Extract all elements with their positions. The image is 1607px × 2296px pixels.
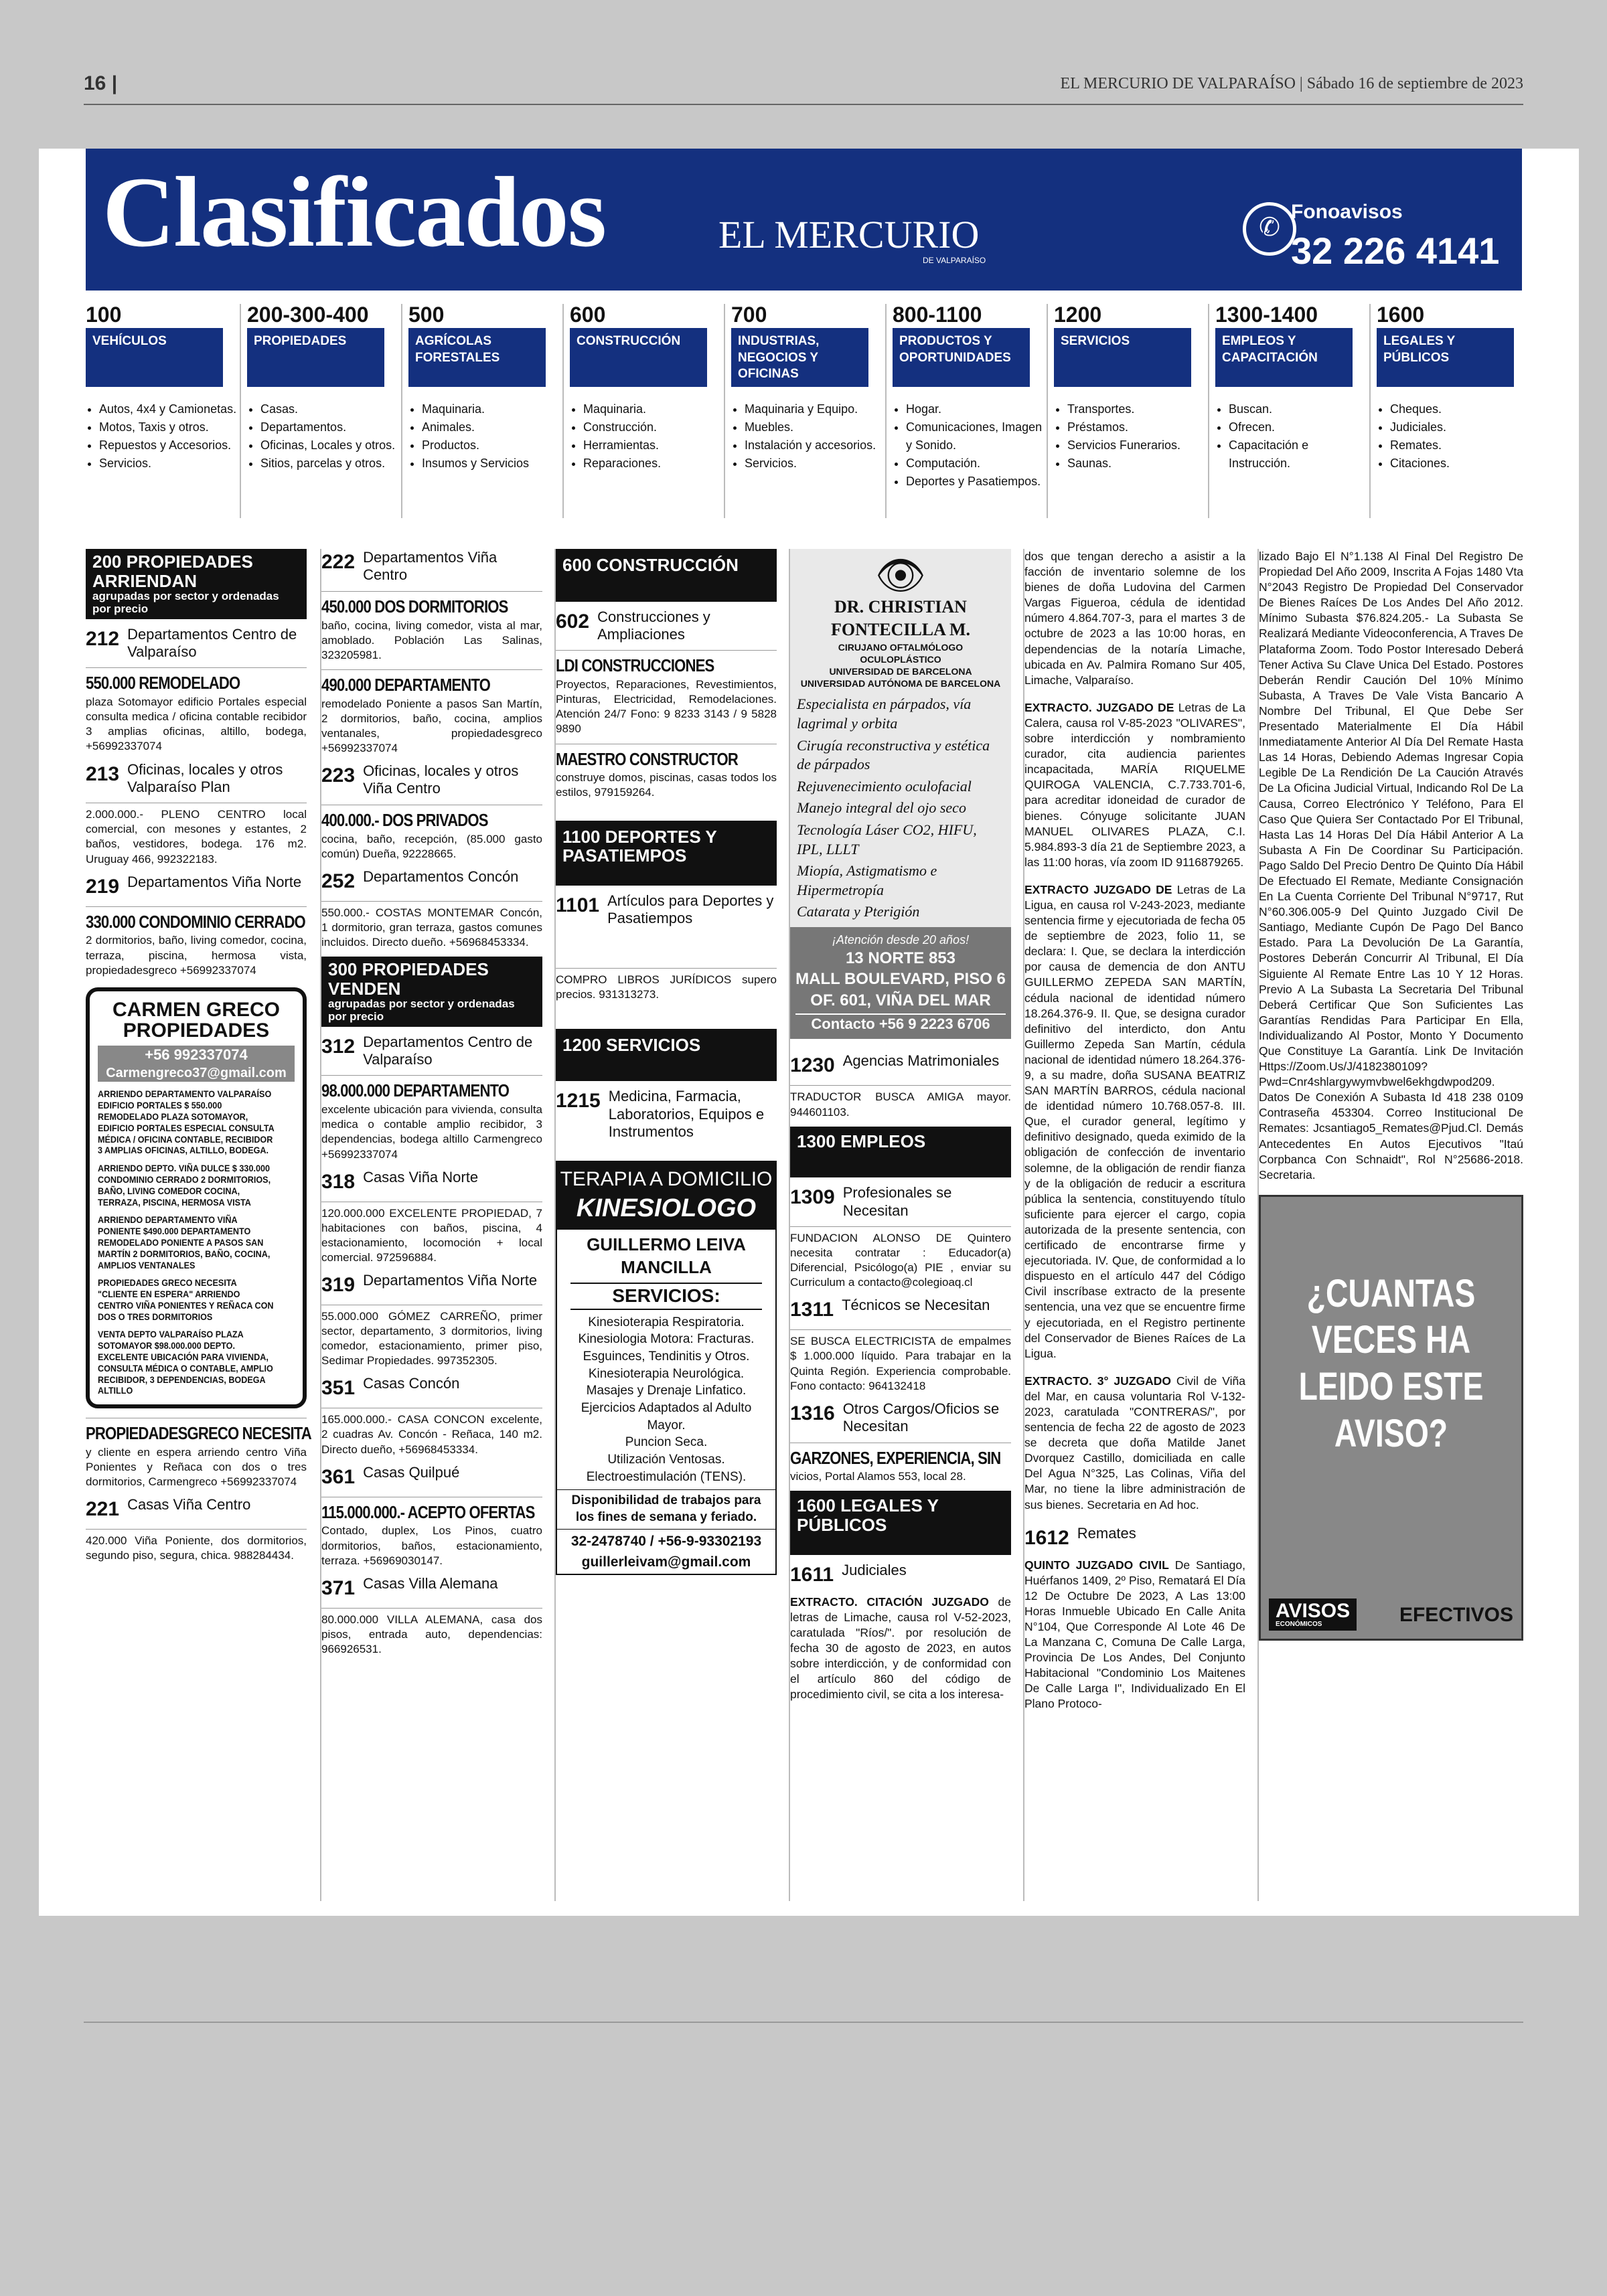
doctor-service: Catarata y Pterigión bbox=[797, 903, 920, 920]
page-header bbox=[84, 64, 1523, 105]
greco-display-ad: CARMEN GRECO PROPIEDADES +56 992337074 Carmengreco37@gmail.com ARRIENDO DEPARTAMENTO VALPARAÍSO EDIFICIO PORTALES $ 550.000 REMODELADO PLAZA SOTOMAYOR, EDIFICIO PORTALES ESPECIAL CONSULTA MÉDICA / OFICINA CONTABLE, RECIBIDOR 3 AMPLIAS OFICINAS, ALTILLO, BODEGA. ARRIENDO DEPTO. VIÑA DULCE $ 330.000 CONDOMINIO CERRADO 2 DORMITORIOS, BAÑO, LIVING COMEDOR COCINA, TERRAZA, PISCINA, HERMOSA VISTA ARRIENDO DEPARTAMENTO VIÑA PONIENTE $490.000 DEPARTAMENTO REMODELADO PONIENTE A PASOS SAN MARTÍN 2 DORMITORIOS, BAÑO, COCINA, AMPLIOS VENTANALES PROPIEDADES GRECO NECESITA "CLIENTE EN ESPERA" ARRIENDO CENTRO VIÑA PONIENTES Y REÑACA CON DOS O TRES DORMITORIOS VENTA DEPTO VALPARAÍSO PLAZA SOTOMAYOR $98.000.000 DEPTO. EXCELENTE UBICACIÓN PARA VIVIENDA, CONSULTA MÉDICA O CONTABLE, AMPLIO RECIBIDOR, 3 DEPENDENCIAS, BODEGA ALTILLO bbox=[86, 987, 307, 1409]
category-item: • Judiciales. bbox=[1390, 418, 1531, 436]
classified-ad: FUNDACION ALONSO DE Quintero necesita contratar : Educador(a) Diferencial, Psicólogo(a) PIE , enviar su Curriculum a contacto@colegioaq.cl bbox=[790, 1226, 1011, 1290]
avisos-logo: AVISOS ECONÓMICOS bbox=[1269, 1598, 1357, 1631]
section-header: 600 CONSTRUCCIÓN bbox=[556, 549, 777, 602]
kin-service: Kinesioterapia Neurológica. bbox=[588, 1366, 745, 1381]
greco-listing: ARRIENDO DEPARTAMENTO VALPARAÍSO EDIFICIO PORTALES $ 550.000 REMODELADO PLAZA SOTOMAYOR, EDIFICIO PORTALES ESPECIAL CONSULTA MÉDICA / OFICINA CONTABLE, RECIBIDOR 3 AMPLIAS OFICINAS, ALTILLO, BODEGA. bbox=[98, 1088, 275, 1156]
fono-number: 32 226 4141 bbox=[1291, 230, 1500, 272]
category-code: 200-300-400 bbox=[247, 303, 369, 327]
category-100 bbox=[86, 304, 241, 518]
category-1200 bbox=[1054, 304, 1209, 518]
category-item: • Citaciones. bbox=[1390, 455, 1531, 473]
category-item: • Capacitación e Instrucción. bbox=[1229, 436, 1369, 473]
category-item: • Comunicaciones, Imagen y Sonido. bbox=[906, 418, 1047, 455]
category-item: • Deportes y Pasatiempos. bbox=[906, 473, 1047, 491]
subsection: 1309 Profesionales se Necesitan bbox=[790, 1184, 952, 1219]
section-header: 1100 DEPORTES Y PASATIEMPOS bbox=[556, 821, 777, 886]
category-item: • Hogar. bbox=[906, 400, 1047, 418]
classified-ad: SE BUSCA ELECTRICISTA de empalmes $ 1.000.000 líquido. Para trabajar en la Quinta Región. Experiencia comprobable. Fono contacto: 964132418 bbox=[790, 1329, 1011, 1393]
doctor-service: Tecnología Láser CO2, HIFU, IPL, LLLT bbox=[797, 821, 977, 857]
category-item: • Remates. bbox=[1390, 436, 1531, 455]
category-item: • Computación. bbox=[906, 455, 1047, 473]
category-item: • Maquinaria. bbox=[583, 400, 724, 418]
classified-ad: 55.000.000 GÓMEZ CARREÑO, primer sector, departamento, 3 dormitorios, living comedor, estacionamiento, primer piso, Sedimar Propiedades. 997352305. bbox=[321, 1305, 542, 1368]
category-code: 700 bbox=[731, 303, 767, 327]
category-item: • Autos, 4x4 y Camionetas. bbox=[99, 400, 240, 418]
kin-service: Masajes y Drenaje Linfatico. bbox=[586, 1384, 747, 1398]
classified-ad: 450.000 DOS DORMITORIOS baño, cocina, living comedor, vista al mar, amoblado. Población Las Salinas, 323205981. bbox=[321, 591, 542, 663]
eye-icon: 👁 bbox=[874, 553, 927, 598]
section-header: 200 PROPIEDADES ARRIENDAN agrupadas por sector y ordenadas por precio bbox=[86, 549, 307, 619]
category-200-300-400 bbox=[247, 304, 402, 518]
subsection: 1101 Artículos para Deportes y Pasatiempos bbox=[556, 892, 774, 927]
subsection: 602 Construcciones y Ampliaciones bbox=[556, 608, 710, 643]
category-item: • Construcción. bbox=[583, 418, 724, 436]
legal-notice: EXTRACTO. JUZGADO DE Letras de La Calera, causa rol V-85-2023 "OLIVARES", sobre interdicción y nombramiento curador, cita audiencia parientes incapacitada, MARÍA RIQUELME QUIROGA VALENCIA, C.7.733.701-6, para acreditar idoneidad de curador de bienes. Cónyuge solicitante JUAN MANUEL OLIVARES PLAZA, C.I. 5.984.893-3 día 21 de Septiembre 2023, a las 11:00 horas, vía zoom ID 9116879265. bbox=[1024, 700, 1246, 869]
doctor-service: Cirugía reconstructiva y estética de párpados bbox=[797, 736, 990, 773]
greco-listing: PROPIEDADES GRECO NECESITA "CLIENTE EN ESPERA" ARRIENDO CENTRO VIÑA PONIENTES Y REÑACA CON DOS O TRES DORMITORIOS bbox=[98, 1277, 274, 1322]
classified-ad: 420.000 Viña Poniente, dos dormitorios, segundo piso, segura, chica. 988284434. bbox=[86, 1529, 307, 1563]
category-item: • Servicios. bbox=[745, 455, 885, 473]
category-800-1100 bbox=[893, 304, 1048, 518]
category-code: 600 bbox=[570, 303, 606, 327]
category-item: • Ofrecen. bbox=[1229, 418, 1369, 436]
category-700 bbox=[731, 304, 887, 518]
category-code: 1200 bbox=[1054, 303, 1102, 327]
subsection: 319 Departamentos Viña Norte bbox=[321, 1271, 538, 1296]
subsection: 252 Departamentos Concón bbox=[321, 868, 519, 892]
legal-notice: EXTRACTO. CITACIÓN JUZGADO de letras de Limache, causa rol V-52-2023, caratulada "Ríos/". por resolución de fecha 30 de agosto de 2023, en autos sobre interdicción, y de conformidad con el artículo 860 del código de procedimiento civil, se cita a los interesa- bbox=[790, 1594, 1011, 1702]
category-500 bbox=[408, 304, 564, 518]
category-item: • Cheques. bbox=[1390, 400, 1531, 418]
classified-ad: TRADUCTOR BUSCA AMIGA mayor. 944601103. bbox=[790, 1085, 1011, 1119]
category-item: • Servicios Funerarios. bbox=[1067, 436, 1208, 455]
category-600 bbox=[570, 304, 725, 518]
category-name: SERVICIOS bbox=[1054, 328, 1191, 387]
classified-ad: 400.000.- DOS PRIVADOS cocina, baño, recepción, (85.000 gasto común) Dueña, 92228665. bbox=[321, 805, 542, 862]
kin-service: Utilización Ventosas. bbox=[607, 1452, 725, 1467]
subsection: 221 Casas Viña Centro bbox=[86, 1496, 251, 1521]
category-code: 1600 bbox=[1377, 303, 1425, 327]
greco-listing: ARRIENDO DEPTO. VIÑA DULCE $ 330.000 CONDOMINIO CERRADO 2 DORMITORIOS, BAÑO, LIVING COMEDOR COCINA, TERRAZA, PISCINA, HERMOSA VISTA bbox=[98, 1163, 271, 1208]
category-item: • Préstamos. bbox=[1067, 418, 1208, 436]
category-item: • Insumos y Servicios bbox=[422, 455, 562, 473]
category-code: 100 bbox=[86, 303, 122, 327]
category-item: • Animales. bbox=[422, 418, 562, 436]
column-1 bbox=[86, 549, 311, 1901]
classified-ad: MAESTRO CONSTRUCTOR construye domos, piscinas, casas todos los estilos, 979159264. bbox=[556, 744, 777, 801]
doctor-service: Especialista en párpados, vía lagrimal y orbita bbox=[797, 695, 972, 732]
kin-service: Ejercicios Adaptados al Adulto Mayor. bbox=[581, 1401, 752, 1432]
greco-listing: ARRIENDO DEPARTAMENTO VIÑA PONIENTE $490.000 DEPARTAMENTO REMODELADO PONIENTE A PASOS SAN MARTÍN 2 DORMITORIOS, BAÑO, COCINA, AMPLIOS VENTANALES bbox=[98, 1214, 271, 1270]
kin-service: Kinesioterapia Respiratoria. bbox=[588, 1315, 745, 1329]
category-name: AGRÍCOLAS FORESTALES bbox=[408, 328, 546, 387]
category-code: 1300-1400 bbox=[1215, 303, 1318, 327]
category-item: • Herramientas. bbox=[583, 436, 724, 455]
subsection: 222 Departamentos Viña Centro bbox=[321, 549, 498, 584]
category-1300-1400 bbox=[1215, 304, 1371, 518]
category-name: LEGALES Y PÚBLICOS bbox=[1377, 328, 1514, 387]
subsection: 318 Casas Viña Norte bbox=[321, 1168, 479, 1193]
category-item: • Buscan. bbox=[1229, 400, 1369, 418]
category-item: • Maquinaria y Equipo. bbox=[745, 400, 885, 418]
category-item: • Departamentos. bbox=[260, 418, 401, 436]
doctor-service: Miopía, Astigmatismo e Hipermetropía bbox=[797, 862, 937, 898]
category-name: INDUSTRIAS, NEGOCIOS Y OFICINAS bbox=[731, 328, 868, 387]
subsection: 1611 Judiciales bbox=[790, 1561, 907, 1586]
legal-notice: EXTRACTO JUZGADO DE Letras de La Ligua, en causa rol V-243-2023, mediante sentencia firme y ejecutoriada de fecha 05 de septiembre de 2023, folio 11, se declara: I. Que, se declara la interdicción por causa de demencia de don ANTU GUILLERMO ZEPEDA SAN MARTÍN, cédula nacional de identidad número 18.264.376-9. II. Que, se designa curador definitivo del interdicto, don Antu Guillermo Zepeda San Martín, cédula nacional de identidad número 18.264.376-9, a su madre, doña SUSANA BEATRIZ SAN MARTÍN BARROS, cédula nacional de identidad número 10.768.057-8. III. Que, el curador general, legítimo y definitivo designado, queda eximido de la obligación de confección de inventario solemne, de la obligación de rendir fianza y de la obligación de reducir a escritura pública la sentencia, constituyendo título suficiente para ejercer el cargo, copia autorizada de la presente sentencia, con certificado de encontrarse firme y ejecutoriada. IV. Que, de conformidad a lo dispuesto en el artículo 447 del Código Civil inscríbase extracto de la presente sentencia, una vez que se encuentre firme y ejecutoriada, en el Registro pertinente del Conservador de Bienes Raíces de La Ligua. bbox=[1024, 882, 1245, 1360]
category-item: • Productos. bbox=[422, 436, 562, 455]
category-item: • Muebles. bbox=[745, 418, 885, 436]
column-2 bbox=[320, 549, 542, 1901]
greco-listing: VENTA DEPTO VALPARAÍSO PLAZA SOTOMAYOR $98.000.000 DEPTO. EXCELENTE UBICACIÓN PARA VIVIENDA, CONSULTA MÉDICA O CONTABLE, AMPLIO RECIBIDOR, 3 DEPENDENCIAS, BODEGA ALTILLO bbox=[98, 1329, 273, 1396]
category-item: • Maquinaria. bbox=[422, 400, 562, 418]
classified-ad: 115.000.000.- ACEPTO OFERTAS Contado, duplex, Los Pinos, cuatro dormitorios, baños, estacionamiento, terraza. +56969030147. bbox=[321, 1497, 542, 1568]
category-item: • Reparaciones. bbox=[583, 455, 724, 473]
subsection: 1311 Técnicos se Necesitan bbox=[790, 1297, 990, 1321]
column-6 bbox=[1257, 549, 1523, 1901]
kin-service: Kinesiologia Motora: Fracturas. bbox=[578, 1332, 755, 1347]
classified-ad: 550.000.- COSTAS MONTEMAR Concón, 1 dormitorio, gran terraza, gastos comunes incluidos. Directo dueño. +56968453334. bbox=[321, 901, 542, 950]
category-code: 500 bbox=[408, 303, 445, 327]
page-number: 16 | bbox=[84, 72, 118, 94]
category-item: • Casas. bbox=[260, 400, 401, 418]
legal-notice: QUINTO JUZGADO CIVIL De Santiago, Huérfanos 1409, 2º Piso, Rematará El Día 12 De Octubre De 2023, A Las 13:00 Horas Inmueble Ubicado En Calle Anita N°104, Que Corresponde Al Lote 46 De La Manzana C, Comuna De Calle Larga, Provincia De Los Andes, Del Conjunto Habitacional "Condominio Los Maitenes De Calle Larga I", Individualizado En El Plano Protoco- bbox=[1024, 1558, 1245, 1711]
category-code: 800-1100 bbox=[893, 303, 982, 327]
section-header: 300 PROPIEDADES VENDEN agrupadas por sector y ordenadas por precio bbox=[321, 957, 542, 1027]
subsection: 371 Casas Villa Alemana bbox=[321, 1574, 498, 1599]
category-item: • Instalación y accesorios. bbox=[745, 436, 885, 455]
category-item: • Motos, Taxis y otros. bbox=[99, 418, 240, 436]
classified-ad: LDI CONSTRUCCIONES Proyectos, Reparaciones, Revestimientos, Pinturas, Electricidad, Remodelaciones. Atención 24/7 Fono: 9 8233 3143 / 9 5828 9890 bbox=[556, 650, 777, 736]
brand-logo: EL MERCURIO bbox=[718, 213, 980, 256]
legal-notice: EXTRACTO. 3° JUZGADO Civil de Viña del Mar, en causa voluntaria Rol V-132-2023, caratulada "CONTRERAS/", por sentencia de fecha 22 de agosto de 2023 se decreta que doña Matilde Janet Dvorquez Castillo, domiciliada en calle Del Agua N°325, Las Colinas, Viña del Mar, no tiene la libre administración de sus bienes. Secretaria en Ad hoc. bbox=[1024, 1374, 1246, 1511]
category-item: • Saunas. bbox=[1067, 455, 1208, 473]
category-item: • Servicios. bbox=[99, 455, 240, 473]
column-4 bbox=[789, 549, 1011, 1901]
classified-ad: 490.000 DEPARTAMENTO remodelado Poniente a pasos San Martín, 2 dormitorios, baño, cocina, amplios ventanales, propiedadesgreco +56992337074 bbox=[321, 669, 542, 756]
subsection: 312 Departamentos Centro de Valparaíso bbox=[321, 1033, 533, 1068]
category-name: PROPIEDADES bbox=[247, 328, 384, 387]
column-3 bbox=[554, 549, 777, 1901]
subsection: 213 Oficinas, locales y otros Valparaíso Plan bbox=[86, 760, 283, 795]
classifieds-banner bbox=[86, 149, 1522, 291]
subsection: 1316 Otros Cargos/Oficios se Necesitan bbox=[790, 1400, 1000, 1435]
promo-display-ad: ¿CUANTAS VECES HA LEIDO ESTE AVISO? AVISOS ECONÓMICOS EFECTIVOS bbox=[1259, 1195, 1523, 1641]
classified-ad: 2.000.000.- PLENO CENTRO local comercial, con mesones y estantes, 2 baños, vestidores, bodega. 176 m2. Uruguay 466, 992322183. bbox=[86, 803, 307, 866]
ophthalmologist-display-ad: 👁 DR. CHRISTIAN FONTECILLA M. CIRUJANO OFTALMÓLOGO OCULOPLÁSTICO UNIVERSIDAD DE BARCELONA UNIVERSIDAD AUTÓNOMA DE BARCELONA Especialista en párpados, vía lagrimal y orbita Cirugía reconstructiva y estética de párpados Rejuvenecimiento oculofacial Manejo integral del ojo seco Tecnología Láser CO2, HIFU, IPL, LLLT Miopía, Astigmatismo e Hipermetropía Catarata y Pterigión ¡Atención desde 20 años! 13 NORTE 853 MALL BOULEVARD, PISO 6 OF. 601, VIÑA DEL MAR Contacto +56 9 2223 6706 bbox=[790, 549, 1011, 1039]
subsection: 219 Departamentos Viña Norte bbox=[86, 873, 302, 898]
subsection: 1612 Remates bbox=[1024, 1524, 1136, 1549]
category-name: PRODUCTOS Y OPORTUNIDADES bbox=[893, 328, 1030, 387]
fono-label: Fonoavisos bbox=[1291, 201, 1403, 223]
classified-ad: 120.000.000 EXCELENTE PROPIEDAD, 7 habitaciones con baños, piscina, 4 estacionamiento, locomoción + local comercial. 972596884. bbox=[321, 1202, 542, 1265]
legal-notice: lizado Bajo El N°1.138 Al Final Del Registro De Propiedad Del Año 2009, Inscrita A Fojas 1480 Vta N°2043 Registro De Propiedad Del Conservador De Bienes Raíces De Los Andes Del Año 2012. Mínimo Subasta $76.824.205.- La Subasta Se Realizará Mediante Videoconferencia, A Traves De Plataforma Zoom. Todo Postor Interesado Deberá Tener Activa Su Clave Unica Del Estado. Postores Deberán Rendir Caución Del 10% Mínimo Subasta, A Traves De Vale Vista Bancario A Nombre Del Tribunal, El Que Debe Ser Presentado Materialmente El Día Hábil Inmediatamente Anterior Al Día Del Remate Hasta Las 14 Horas, Debiendo Ademas Ingresar Copia Legible De La Rendición De La Caución Através De La Oficina Judicial Virtual, Indicando Rol De La Causa, Correo Electrónico Y Teléfono, Para El Caso Que Quiera Ser Contactado Por El Tribunal, Hasta Las 14 Horas Del Día Hábil Anterior A La Subasta A Fin De Coordinar Su Participación. Pago Saldo Del Precio Dentro De Quinto Día Hábil De Efectuado El Remate, Mediante Consignación En La Cuenta Corriente Del Tribunal N°9717, Rut N°60.306.005-9 Del Quinto Juzgado Civil De Santiago, Mediante Cupón De Pago Del Banco Estado. Para La Devolución De La Garantía, Postores Deberán Concurrir Al Tribunal, El Día Siguiente Al Remate Entre Las 10 Y 12 Horas. Previo A La Subasta La Secretaria Del Tribunal Deberá Certificar Que Son Suficientes Las Garantías Rendidas Para Participar En Ella, Individualizando Al Postor, Monto Y Documento Que Constituye La Garantía. Link De Invitación Https://Zoom.Us/J/4182380109?Pwd=Cnr4shlargywymvbwel6ekhgdwpod209. Datos De Conexión A Subasta Id 418 238 0109 Contraseña 453304. Correo Institucional De Remates: Jcsantiago5_Remates@Pjud.Cl. Demás Antecedentes En Autos Ejecutivos "Itaú Corpbanca Con Schnaidt", Rol N°25686-2018. Secretaria. bbox=[1259, 550, 1523, 1181]
paper-date-line: EL MERCURIO DE VALPARAÍSO | Sábado 16 de septiembre de 2023 bbox=[1060, 74, 1523, 92]
category-index bbox=[86, 304, 1522, 518]
kin-service: Puncion Seca. bbox=[625, 1435, 708, 1450]
category-name: VEHÍCULOS bbox=[86, 328, 223, 387]
category-name: CONSTRUCCIÓN bbox=[570, 328, 707, 387]
doctor-service: Manejo integral del ojo seco bbox=[797, 799, 966, 817]
classified-ad: 80.000.000 VILLA ALEMANA, casa dos pisos, entrada auto, dependencias: 966926531. bbox=[321, 1608, 542, 1657]
kin-service: Electroestimulación (TENS). bbox=[586, 1469, 747, 1484]
category-name: EMPLEOS Y CAPACITACIÓN bbox=[1215, 328, 1353, 387]
classified-ad: PROPIEDADESGRECO NECESITA y cliente en espera arriendo centro Viña Ponientes y Reñaca con dos o tres dormitorios, Carmengreco +56992337074 bbox=[86, 1418, 307, 1489]
classified-ad: 165.000.000.- CASA CONCON excelente, 2 cuadras Av. Concón - Reñaca, 140 m2. Directo dueño, +56968453334. bbox=[321, 1408, 542, 1457]
category-item: • Transportes. bbox=[1067, 400, 1208, 418]
phone-icon: ✆ bbox=[1243, 202, 1296, 256]
brand-sub: DE VALPARAÍSO bbox=[923, 256, 986, 265]
classifieds-page bbox=[39, 149, 1579, 1916]
section-header: 1300 EMPLEOS bbox=[790, 1127, 1011, 1178]
classified-ad: GARZONES, EXPERIENCIA, SIN vicios, Portal Alamos 553, local 28. bbox=[790, 1443, 1011, 1485]
category-1600 bbox=[1377, 304, 1531, 518]
classified-ad: 330.000 CONDOMINIO CERRADO 2 dormitorios, baño, living comedor, cocina, terraza, piscina, hermosa vista, propiedadesgreco +56992337074 bbox=[86, 906, 307, 978]
section-header: 1600 LEGALES Y PÚBLICOS bbox=[790, 1491, 1011, 1554]
legal-notice: dos que tengan derecho a asistir a la facción de inventario solemne de los bienes de doña Ludovina del Carmen Vargas Figueroa, cédula de identidad número 4.864.707-3, para el martes 3 de octubre de 2023 a las 10:00 horas, en dependencias de la notaría Limache, ubicada en Av. Palmira Romano Sur 405, Limache, Valparaíso. bbox=[1024, 550, 1245, 687]
subsection: 361 Casas Quilpué bbox=[321, 1463, 460, 1488]
kin-service: Esguinces, Tendinitis y Otros. bbox=[583, 1349, 750, 1364]
category-item: • Repuestos y Accesorios. bbox=[99, 436, 240, 455]
kinesiologo-display-ad: TERAPIA A DOMICILIO KINESIOLOGO GUILLERMO LEIVA MANCILLA SERVICIOS: Kinesioterapia Respiratoria. Kinesiologia Motora: Fracturas. Esguinces, Tendinitis y Otros. Kinesioterapia Neurológica. Masajes y Drenaje Linfatico. Ejercicios Adaptados al Adulto Mayor. Puncion Seca. Utilización Ventosas. Electroestimulación (TENS). Disponibilidad de trabajos para los fines de semana y feriado. 32-2478740 / +56-9-93302193 guillerleivam@gmail.com bbox=[556, 1161, 777, 1575]
column-5 bbox=[1023, 549, 1245, 1901]
section-header: 1200 SERVICIOS bbox=[556, 1029, 777, 1082]
category-item: • Sitios, parcelas y otros. bbox=[260, 455, 401, 473]
subsection: 1230 Agencias Matrimoniales bbox=[790, 1052, 1000, 1077]
footer-rule bbox=[84, 2022, 1523, 2023]
subsection: 1215 Medicina, Farmacia, Laboratorios, Equipos e Instrumentos bbox=[556, 1088, 765, 1141]
classified-ad: 98.000.000 DEPARTAMENTO excelente ubicación para vivienda, consulta medica o contable amplio recibidor, 3 dependencias, bodega altillo Carmengreco +56992337074 bbox=[321, 1075, 542, 1161]
subsection: 223 Oficinas, locales y otros Viña Centro bbox=[321, 762, 519, 797]
category-item: • Oficinas, Locales y otros. bbox=[260, 436, 401, 455]
subsection: 212 Departamentos Centro de Valparaíso bbox=[86, 625, 297, 660]
banner-title: Clasificados bbox=[102, 157, 606, 268]
doctor-service: Rejuvenecimiento oculofacial bbox=[797, 777, 972, 795]
subsection: 351 Casas Concón bbox=[321, 1375, 460, 1400]
classified-ad: 550.000 REMODELADO plaza Sotomayor edificio Portales especial consulta medica / oficina contable recibidor 3 amplias oficinas, altillo, bodega, +56992337074 bbox=[86, 667, 307, 754]
classified-ad: COMPRO LIBROS JURÍDICOS supero precios. 931313273. bbox=[556, 968, 777, 1002]
